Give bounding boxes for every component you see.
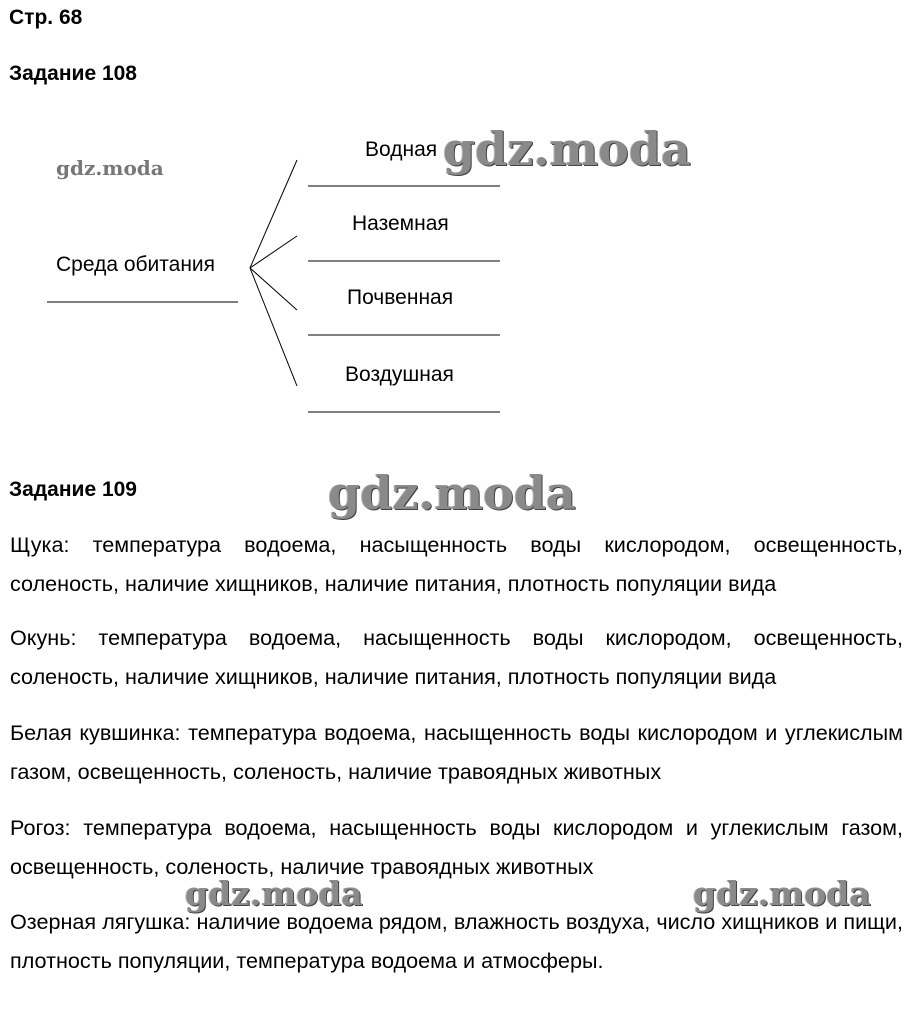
diagram-branch-water: Водная xyxy=(365,138,438,161)
task-108-title: Задание 108 xyxy=(9,62,137,85)
diagram-branch-air: Воздушная xyxy=(345,363,454,386)
watermark-logo: gdz.moda xyxy=(328,466,576,520)
watermark-logo: gdz.moda xyxy=(443,122,691,176)
task-109-title: Задание 109 xyxy=(9,478,137,501)
paragraph-frog: Озерная лягушка: наличие водоема рядом, влажность воздуха, число хищников и пищи, плотность популяции, температура водоема и атмосферы. xyxy=(10,909,903,973)
paragraph-cattail: Рогоз: температура водоема, насыщенность воды кислородом и углекислым газом, освещенность, соленость, наличие травоядных животных xyxy=(10,815,903,879)
watermark-logo: gdz.moda xyxy=(56,156,164,180)
page-number: Стр. 68 xyxy=(9,6,83,29)
branch-line-3 xyxy=(250,268,297,310)
paragraph-water-lily: Белая кувшинка: температура водоема, насыщенность воды кислородом и углекислым газом, освещенность, соленость, наличие травоядных животных xyxy=(10,720,903,784)
watermark-logo: gdz.moda xyxy=(693,874,871,913)
watermark-logo: gdz.moda xyxy=(185,874,363,913)
paragraph-pike: Щука: температура водоема, насыщенность воды кислородом, освещенность, соленость, наличие хищников, наличие питания, плотность популяции вида xyxy=(10,532,903,596)
paragraph-perch: Окунь: температура водоема, насыщенность воды кислородом, освещенность, соленость, наличие хищников, наличие питания, плотность популяции вида xyxy=(10,625,903,689)
branch-line-4 xyxy=(250,268,297,386)
diagram-branch-soil: Почвенная xyxy=(347,286,454,309)
diagram-root: Среда обитания xyxy=(56,253,216,276)
diagram-branch-land: Наземная xyxy=(352,212,449,235)
